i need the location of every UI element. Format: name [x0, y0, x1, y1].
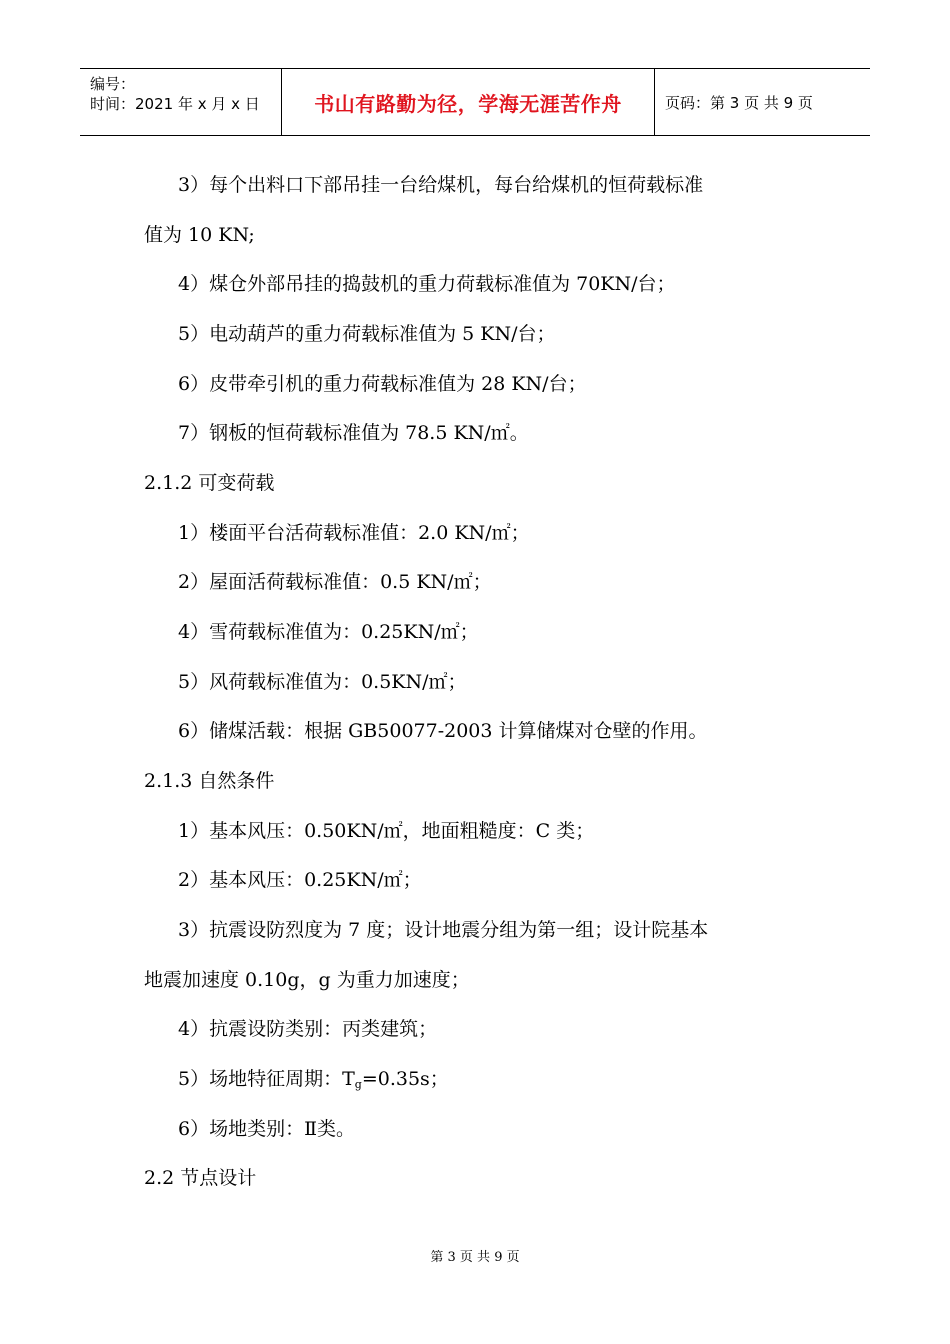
- header-table: [80, 68, 870, 136]
- section-heading: 2.1.2 可变荷载: [144, 472, 275, 494]
- paragraph-line: 地震加速度 0.10g，g 为重力加速度；: [144, 969, 470, 991]
- site-period-value: =0.35s；: [361, 1068, 449, 1090]
- section-heading: 2.1.3 自然条件: [144, 770, 275, 792]
- paragraph-line: 6）皮带牵引机的重力荷载标准值为 28 KN/台；: [178, 373, 587, 395]
- page-label: 页码：第 3 页 共 9 页: [665, 93, 813, 112]
- paragraph-line: 6）储煤活载：根据 GB50077-2003 计算储煤对仓壁的作用。: [178, 720, 708, 742]
- paragraph-line: 3）每个出料口下部吊挂一台给煤机，每台给煤机的恒荷载标准: [178, 174, 704, 196]
- paragraph-line: 6）场地类别：Ⅱ类。: [178, 1118, 356, 1140]
- paragraph-line: 7）钢板的恒荷载标准值为 78.5 KN/㎡。: [178, 422, 529, 444]
- number-label: 编号：: [90, 75, 136, 93]
- paragraph-line: 5）电动葫芦的重力荷载标准值为 5 KN/台；: [178, 323, 556, 345]
- paragraph-line: 1）基本风压：0.50KN/㎡，地面粗糙度：C 类；: [178, 820, 595, 842]
- paragraph-line: 2）屋面活荷载标准值：0.5 KN/㎡；: [178, 571, 492, 593]
- paragraph-line: 3）抗震设防烈度为 7 度；设计地震分组为第一组；设计院基本: [178, 919, 709, 941]
- paragraph-line: 5）风荷载标准值为：0.5KN/㎡；: [178, 671, 467, 693]
- paragraph-line: 1）楼面平台活荷载标准值：2.0 KN/㎡；: [178, 522, 530, 544]
- section-heading: 2.2 节点设计: [144, 1167, 257, 1189]
- page-footer: 第 3 页 共 9 页: [430, 1250, 520, 1265]
- paragraph-line: 4）雪荷载标准值为：0.25KN/㎡；: [178, 621, 479, 643]
- paragraph-line: 4）煤仓外部吊挂的捣鼓机的重力荷载标准值为 70KN/台；: [178, 273, 676, 295]
- header-motto-cell: [282, 69, 655, 135]
- paragraph-line: [178, 1067, 449, 1097]
- subscript-g: g: [354, 1078, 362, 1091]
- paragraph-line: 2）基本风压：0.25KN/㎡；: [178, 869, 422, 891]
- site-period-text: 5）场地特征周期：T: [178, 1068, 355, 1090]
- header-info-cell: [80, 69, 282, 135]
- motto: 书山有路勤为径，学海无涯苦作舟: [314, 91, 622, 116]
- paragraph-line: 值为 10 KN;: [144, 224, 255, 246]
- time-label: 时间：2021 年 x 月 x 日: [90, 95, 260, 113]
- paragraph-line: 4）抗震设防类别：丙类建筑；: [178, 1018, 438, 1040]
